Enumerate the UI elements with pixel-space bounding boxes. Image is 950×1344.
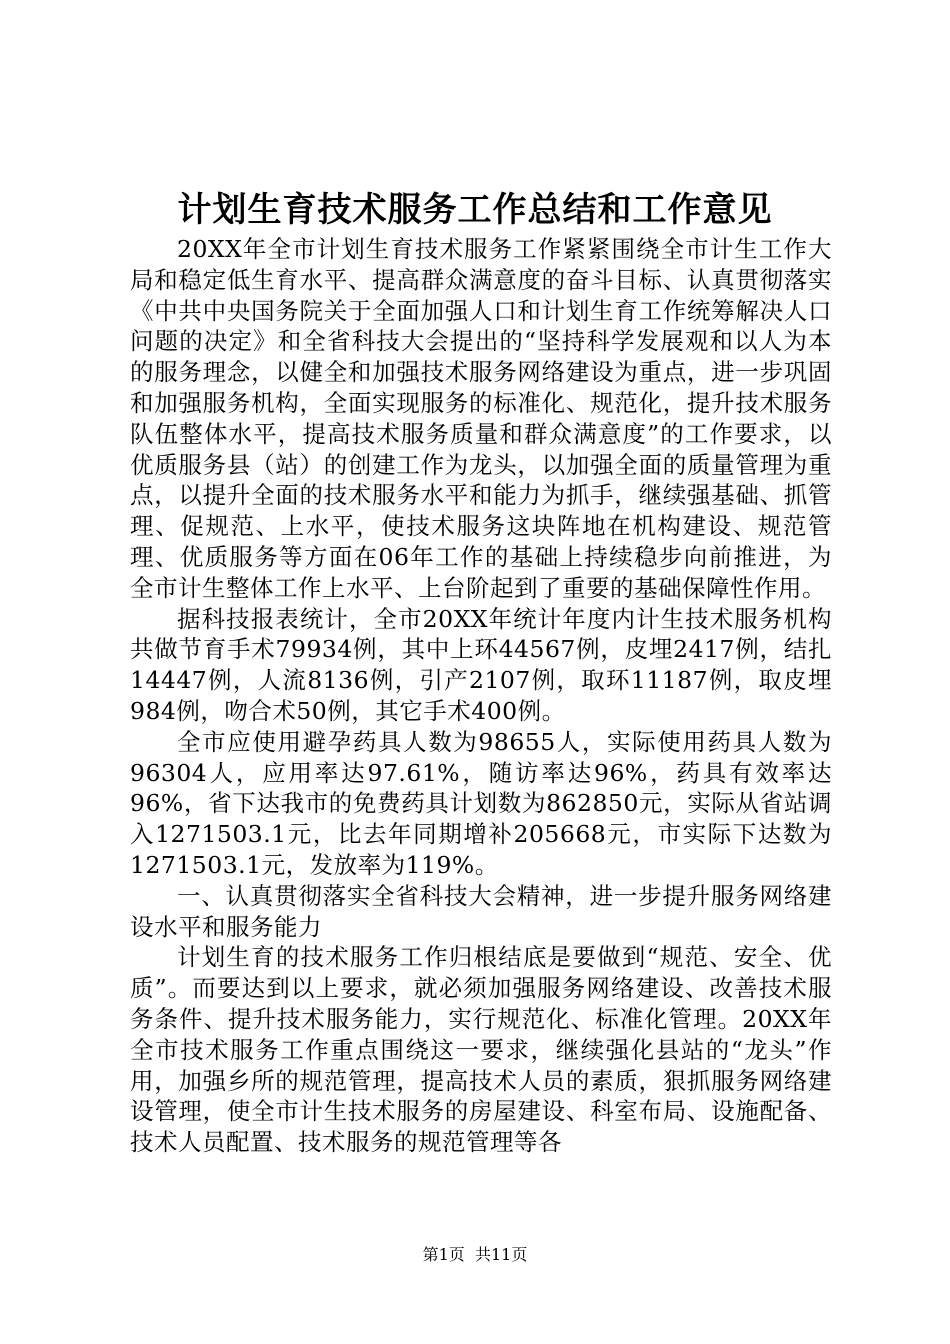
page-number: 第1页 (422, 1245, 465, 1264)
paragraph-contraceptive-stats: 全市应使用避孕药具人数为98655人，实际使用药具人数为96304人，应用率达97.61%，随访率达96%，药具有效率达96%，省下达我市的免费药具计划数为862850元，实际从省站调入1271503.1元，比去年同期增补205668元，市实际下达数为1271503.1元，发放率为119%。 (130, 727, 832, 879)
document-body (130, 234, 832, 1158)
paragraph-intro: 20XX年全市计划生育技术服务工作紧紧围绕全市计生工作大局和稳定低生育水平、提高群众满意度的奋斗目标、认真贯彻落实《中共中央国务院关于全面加强人口和计划生育工作统筹解决人口问题的决定》和全省科技大会提出的“坚持科学发展观和以人为本的服务理念，以健全和加强技术服务网络建设为重点，进一步巩固和加强服务机构，全面实现服务的标准化、规范化，提升技术服务队伍整体水平，提高技术服务质量和群众满意度”的工作要求，以优质服务县（站）的创建工作为龙头，以加强全面的质量管理为重点，以提升全面的技术服务水平和能力为抓手，继续强基础、抓管理、促规范、上水平，使技术服务这块阵地在机构建设、规范管理、优质服务等方面在06年工作的基础上持续稳步向前推进，为全市计生整体工作上水平、上台阶起到了重要的基础保障性作用。 (130, 235, 832, 602)
footer-separator (465, 1245, 475, 1264)
page-footer (0, 1244, 950, 1266)
section-heading-one: 一、认真贯彻落实全省科技大会精神，进一步提升服务网络建设水平和服务能力 (130, 881, 832, 941)
page-total: 共11页 (474, 1245, 528, 1264)
document-title: 计划生育技术服务工作总结和工作意见 (177, 190, 773, 230)
paragraph-surgery-stats: 据科技报表统计，全市20XX年统计年度内计生技术服务机构共做节育手术79934例，其中上环44567例，皮埋2417例，结扎14447例，人流8136例，引产2107例，取环11187例，取皮埋984例，吻合术50例，其它手术400例。 (130, 604, 832, 725)
paragraph-service-network: 计划生育的技术服务工作归根结底是要做到“规范、安全、优质”。而要达到以上要求，就必须加强服务网络建设、改善技术服务条件、提升技术服务能力，实行规范化、标准化管理。20XX年全市技术服务工作重点围绕这一要求，继续强化县站的“龙头”作用，加强乡所的规范管理，提高技术人员的素质，狠抓服务网络建设管理，使全市计生技术服务的房屋建设、科室布局、设施配备、技术人员配置、技术服务的规范管理等各 (130, 943, 832, 1157)
